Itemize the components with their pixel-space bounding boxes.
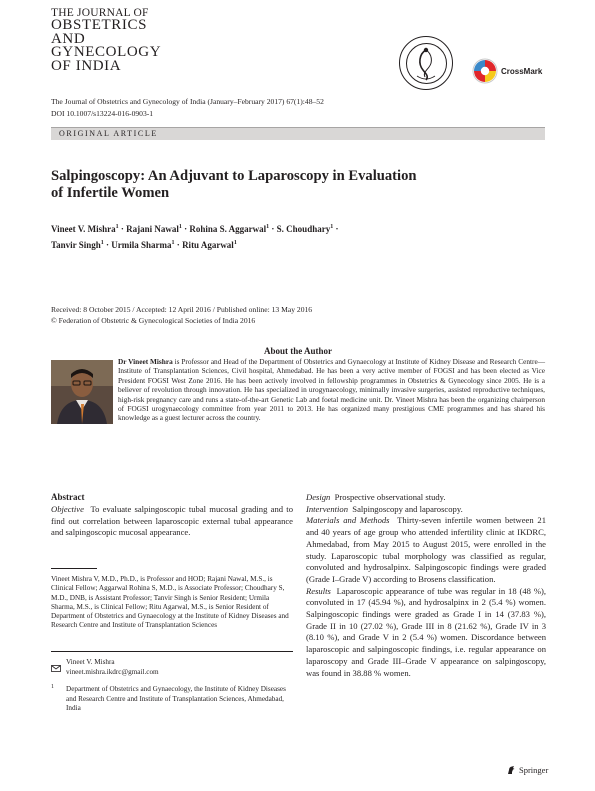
citation: [51, 96, 324, 120]
envelope-icon: [51, 659, 61, 677]
publisher-name: Springer: [519, 765, 549, 775]
abstract-methods: Materials and Methods Thirty-seven infertile women between 21 and 40 years of age group who attended infertility clinic at IKDRC, Ahmedabad, from May 2015 to August 2015, were enrolled in the study. Laparoscopic tubal morphology was classified as regular, convoluted and hydrosalpinx. Salpingoscopic findings were graded (Grade I–Grade V) according to Brosens classification.: [306, 515, 547, 584]
author-photo: [51, 360, 113, 424]
affiliation-footnote: Vineet Mishra V, M.D., Ph.D., is Professor and HOD; Rajani Nawal, M.S., is Clinical Fellow; Aggarwal Rohina S, M.D., is Associate Professor; Choudhary S, M.D., DNB, is Assistant Professor; Tanvir Singh is Senior Resident; Urmila Sharma, M.S., is Clinical Fellow; Ritu Agarwal, M.S., is Senior Resident of Department of Obstetrics and Gynaecology at the Institute of Kidney Diseases and Research Centre and Institute of Transplantation Sciences: [51, 575, 289, 630]
corresponding-author: [66, 658, 159, 677]
society-emblem-icon: [399, 36, 453, 90]
doi-link[interactable]: DOI 10.1007/s13224-016-0903-1: [51, 109, 154, 118]
abstract-right-column: [306, 492, 546, 679]
department-affiliation: Department of Obstetrics and Gynaecology, the Institute of Kidney Diseases and Research Centre and Institute of Transplantation Sciences, Ahmedabad, India: [66, 685, 286, 712]
bio-text: is Professor and Head of the Department of Obstetrics and Gynaecology at Institute of Kidney Disease and Research Centre—Institute of Transplantation Sciences, Civil hospital, Ahmedabad. He has been a very active member of FOGSI and has been elected as Vice President FOGSI West Zone 2016. He has been actively involved in fellowship programmes in Obstetrics & Gynecology since 2005. He is a believer of revolution through innovation. He has specialized in urogynaecology, minimally invasive surgeries, assisted reproductive techniques, high-risk pregnancy care and runs a state-of-the-art Genetic Lab and foetal medicine unit. Dr. Vineet Mishra has been the organizing chairperson of FOGSI urogynaecology committee from year 2011 to 2013. He has organized many prestigious CME programmes and has shared his knowledge as a guest lecturer across the country.: [118, 357, 545, 423]
title-line-2: of Infertile Women: [51, 185, 170, 201]
abstract-results: Results Laparoscopic appearance of tube was regular in 18 (48 %), convoluted in 17 (45.94 %), and hydrosalpinx in 2 (5.4 %) women. Salpingoscopic findings were graded as Grade I in 14 (37.83 %), Grade II in 10 (27.02 %), Grade III in 8 (21.62 %), Grade IV in 3 (8.10 %), and Grade V in 2 (5.4 %) women. Discordance between laparoscopic and salpingoscopic findings, i.e. regular appearance on laparoscopy and Grade III–Grade V appearance on salpingoscopy, was found in 38.88 % women.: [306, 585, 546, 678]
author-name[interactable]: Vineet V. Mishra: [51, 224, 116, 234]
title-line-1: Salpingoscopy: An Adjuvant to Laparoscopy in Evaluation: [51, 168, 417, 184]
contact-name: Vineet V. Mishra: [66, 658, 115, 666]
article-title: [51, 168, 521, 202]
crossmark-icon: [472, 58, 498, 84]
abstract-heading: Abstract: [51, 492, 85, 502]
department-mark: 1: [51, 684, 54, 690]
logo-line-4: GYNECOLOGY: [51, 44, 162, 60]
contact-email[interactable]: vineet.mishra.ikdrc@gmail.com: [66, 667, 159, 676]
about-author-heading: About the Author: [263, 346, 332, 356]
springer-horse-icon: [506, 765, 516, 775]
publication-dates: [51, 305, 312, 326]
abstract-objective: [51, 504, 293, 539]
journal-citation: The Journal of Obstetrics and Gynecology of India (January–February 2017) 67(1):48–52: [51, 97, 324, 106]
article-type: ORIGINAL ARTICLE: [59, 129, 158, 138]
footnote-rule: [51, 568, 97, 569]
logo-line-1: THE JOURNAL OF: [51, 7, 149, 19]
abstract-design: Design Prospective observational study.: [306, 492, 446, 502]
abstract-intervention: Intervention Salpingoscopy and laparoscopy.: [306, 503, 463, 514]
author-name[interactable]: Urmila Sharma: [111, 240, 172, 250]
logo-line-5: OF INDIA: [51, 57, 122, 74]
contact-rule: [51, 651, 293, 652]
logo-line-3: AND: [51, 30, 86, 47]
article-type-band: [51, 127, 545, 140]
author-name[interactable]: S. Choudhary: [276, 224, 331, 234]
author-name[interactable]: Rohina S. Aggarwal: [189, 224, 267, 234]
bio-author-name: Dr Vineet Mishra: [118, 357, 173, 366]
journal-logo: [51, 7, 161, 73]
logo-line-2: OBSTETRICS: [51, 17, 148, 33]
crossmark-label: CrossMark: [501, 66, 543, 76]
crossmark-link[interactable]: [472, 58, 542, 84]
author-name[interactable]: Tanvir Singh: [51, 240, 101, 250]
copyright-line: © Federation of Obstetric & Gynecological Societies of India 2016: [51, 315, 256, 325]
author-name[interactable]: Rajani Nawal: [126, 224, 179, 234]
author-list: Vineet V. Mishra$^1$ · Rajani Nawal$^1$ · Rohina S. Aggarwal$^1$ · S. Choudhary$^1$ · Tanvir Singh$^1$ · Urmila Sharma$^1$ · Ritu Agarwal$^1$: [51, 224, 339, 250]
author-bio: [118, 357, 545, 423]
author-name[interactable]: Ritu Agarwal: [182, 240, 234, 250]
objective-text: To evaluate salpingoscopic tubal mucosal grading and to find out correlation between laparoscopic external tubal appearance and salpingoscopic mucosal appearance.: [51, 504, 293, 538]
dates-line: Received: 8 October 2015 / Accepted: 12 April 2016 / Published online: 13 May 2016: [51, 305, 313, 314]
publisher-logo: [506, 765, 548, 775]
objective-label: Objective: [51, 504, 84, 514]
